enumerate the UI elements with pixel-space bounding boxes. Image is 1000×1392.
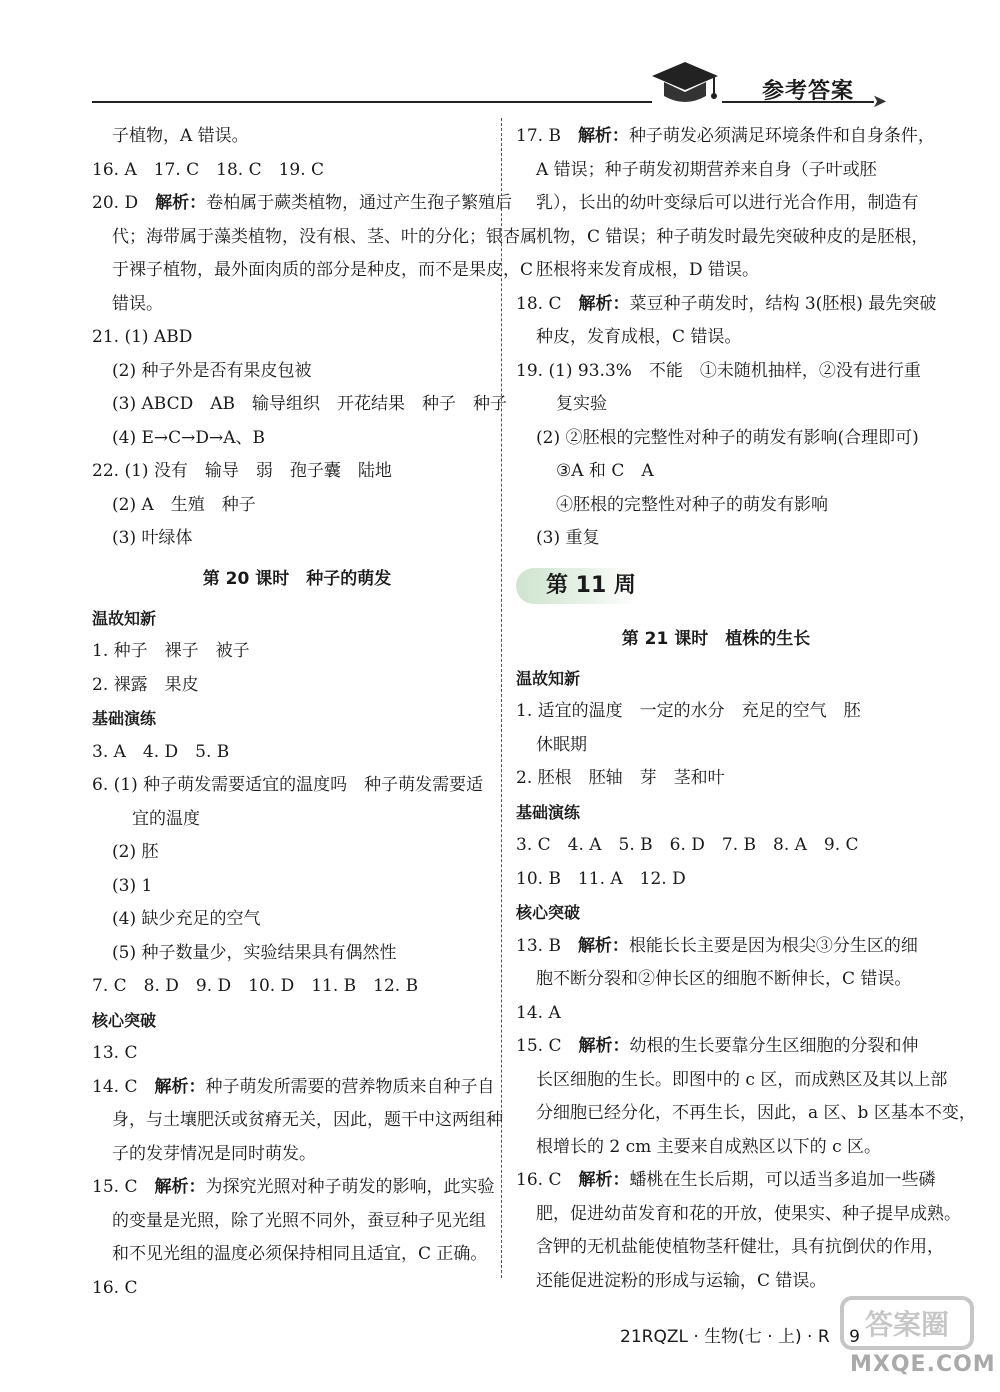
page-header [0, 0, 1000, 120]
left-column [92, 120, 537, 1305]
answer-line: 16. A 17. C 18. C 19. C [92, 159, 325, 180]
answer-line: 22. (1) 没有 输导 弱 孢子囊 陆地 [92, 461, 392, 481]
week-title: 第 11 周 [546, 572, 636, 598]
lesson-title: 第 21 课时 植株的生长 [621, 628, 811, 649]
answer-line [516, 120, 935, 154]
analysis-text: 为探究光照对种子萌发的影响，此实验 [205, 1177, 495, 1197]
answer-line [92, 187, 513, 221]
footer-book-code: 21RQZL · 生物(七 · 上) · R [620, 1327, 830, 1347]
analysis-label: 解析： [578, 1036, 630, 1056]
answer-line: 代；海带属于藻类植物，没有根、茎、叶的分化；银杏属 [112, 226, 537, 247]
answer-line: 还能促进淀粉的形成与运输，C 错误。 [536, 1270, 827, 1291]
analysis-text: 蟠桃在生长后期，可以适当多追加一些磷 [629, 1170, 936, 1190]
analysis-label: 解析： [578, 1170, 630, 1190]
answer-line: 乳），长出的幼叶变绿后可以进行光合作用，制造有 [536, 193, 919, 213]
analysis-text: 幼根的生长要靠分生区细胞的分裂和伸 [629, 1036, 919, 1056]
answer-line: 长区细胞的生长。即图中的 c 区，而成熟区及其以上部 [536, 1069, 948, 1090]
answer-line: 7. C 8. D 9. D 10. D 11. B 12. B [92, 976, 419, 996]
analysis-label: 解析： [577, 935, 629, 956]
answer-line: 13. C [92, 1043, 138, 1063]
analysis-text: 卷柏属于蕨类植物，通过产生孢子繁殖后 [206, 193, 513, 213]
answer-line: 6. (1) 种子萌发需要适宜的温度吗 种子萌发需要适 [92, 775, 484, 795]
week-banner [516, 562, 916, 612]
answer-line: 19. (1) 93.3% 不能 ①未随机抽样，②没有进行重 [516, 360, 921, 381]
answer-line [516, 1164, 936, 1198]
section-heading: 核心突破 [92, 1010, 157, 1030]
analysis-label: 解析： [577, 126, 629, 146]
question-number: 20. D [92, 193, 156, 213]
answer-line: 宜的温度 [132, 808, 200, 829]
answer-line: (2) 种子外是否有果皮包被 [112, 360, 312, 381]
analysis-label: 解析： [154, 1076, 206, 1097]
question-number: 13. B [516, 935, 578, 956]
analysis-label: 解析： [154, 1177, 206, 1197]
answer-line: ③A 和 C A [556, 461, 654, 481]
question-number: 18. C [516, 293, 579, 314]
answer-line [516, 288, 937, 322]
question-number: 15. C [516, 1036, 579, 1056]
answer-line: 身，与土壤肥沃或贫瘠无关，因此，题干中这两组种 [112, 1110, 503, 1130]
right-column [516, 120, 976, 1298]
answer-line: (3) ABCD AB 输导组织 开花结果 种子 种子 [112, 394, 507, 414]
answer-line: 的变量是光照，除了光照不同外，蚕豆种子见光组 [112, 1210, 486, 1231]
answer-line: 于裸子植物，最外面肉质的部分是种皮，而不是果皮，C [112, 260, 534, 280]
header-rule-left [92, 101, 652, 103]
answer-line: (4) E→C→D→A、B [112, 427, 266, 448]
section-heading: 核心突破 [516, 903, 581, 922]
answer-line: 错误。 [112, 293, 163, 314]
answer-line: 2. 胚根 胚轴 芽 茎和叶 [516, 768, 725, 788]
answer-line: 分细胞已经分化，不再生长，因此，a 区、b 区基本不变， [536, 1103, 976, 1123]
answer-line: (3) 叶绿体 [112, 528, 193, 548]
lesson-title: 第 20 课时 种子的萌发 [202, 568, 392, 589]
answer-line: (3) 1 [112, 875, 153, 896]
answer-line: 种皮，发育成根，C 错误。 [536, 327, 742, 347]
section-heading: 温故知新 [92, 608, 157, 628]
answer-line: 3. C 4. A 5. B 6. D 7. B 8. A 9. C [516, 835, 859, 855]
answer-line: (2) 胚 [112, 842, 159, 862]
watermark-text: MXQE.COM [850, 1352, 996, 1377]
answer-line: (2) A 生殖 种子 [112, 494, 256, 515]
answer-line [516, 1030, 919, 1064]
answer-line: (2) ②胚根的完整性对种子的萌发有影响(合理即可) [536, 427, 919, 448]
page-footer [620, 1322, 860, 1347]
answer-line: 10. B 11. A 12. D [516, 868, 686, 889]
analysis-text: 种子萌发必须满足环境条件和自身条件， [628, 126, 935, 146]
analysis-text: 菜豆种子萌发时，结构 3(胚根) 最先突破 [629, 293, 937, 314]
analysis-text: 根能长长主要是因为根尖③分生区的细 [628, 935, 918, 956]
answer-line: 机物，C 错误；种子萌发时最先突破种皮的是胚根， [536, 226, 929, 247]
answer-line: 1. 适宜的温度 一定的水分 充足的空气 胚 [516, 701, 861, 721]
answer-line: 复实验 [556, 394, 607, 414]
question-number: 15. C [92, 1177, 155, 1197]
answer-line: 子植物，A 错误。 [112, 126, 249, 146]
question-number: 16. C [516, 1170, 579, 1190]
page-number: 9 [849, 1327, 860, 1347]
answer-line [92, 1071, 502, 1105]
answer-line: 16. C [92, 1277, 138, 1298]
question-number: 17. B [516, 126, 578, 146]
answer-line: (4) 缺少充足的空气 [112, 909, 261, 929]
answer-line [92, 1171, 502, 1205]
answer-line: 根增长的 2 cm 主要来自成熟区以下的 c 区。 [536, 1136, 881, 1157]
answer-line: 胞不断分裂和②伸长区的细胞不断伸长，C 错误。 [536, 969, 912, 989]
analysis-text: 种子萌发所需要的营养物质来自种子自 [205, 1076, 495, 1097]
arrow-icon: ➤ [872, 91, 888, 112]
answer-line: 子的发芽情况是同时萌发。 [112, 1143, 316, 1164]
question-number: 14. C [92, 1076, 155, 1097]
svg-text:答案圈: 答案圈 [864, 1308, 950, 1341]
answer-line: 和不见光组的温度必须保持相同且适宜，C 正确。 [112, 1244, 488, 1264]
answer-line: 3. A 4. D 5. B [92, 741, 230, 762]
section-heading: 基础演练 [92, 709, 157, 728]
section-heading: 温故知新 [516, 668, 581, 688]
analysis-label: 解析： [155, 193, 207, 213]
answer-line: 21. (1) ABD [92, 327, 193, 347]
answer-line: 14. A [516, 1002, 561, 1023]
answer-line: A 错误；种子萌发初期营养来自身（子叶或胚 [536, 159, 877, 180]
answer-line: 1. 种子 裸子 被子 [92, 641, 250, 661]
answer-line [516, 930, 916, 964]
answer-line: 含钾的无机盐能使植物茎秆健壮，具有抗倒伏的作用， [536, 1237, 944, 1257]
analysis-label: 解析： [578, 293, 630, 314]
section-heading: 基础演练 [516, 802, 581, 822]
answer-line: 胚根将来发育成根，D 错误。 [536, 260, 760, 280]
graduation-cap-icon [650, 58, 720, 110]
answer-line: (3) 重复 [536, 528, 600, 548]
answer-line: (5) 种子数量少，实验结果具有偶然性 [112, 942, 397, 963]
answer-line: ④胚根的完整性对种子的萌发有影响 [556, 494, 828, 515]
header-title: 参考答案 [762, 79, 855, 104]
answer-line: 肥，促进幼苗发育和花的开放，使果实、种子提早成熟。 [536, 1203, 961, 1224]
answer-line: 休眠期 [536, 734, 587, 755]
answer-line: 2. 裸露 果皮 [92, 674, 199, 695]
